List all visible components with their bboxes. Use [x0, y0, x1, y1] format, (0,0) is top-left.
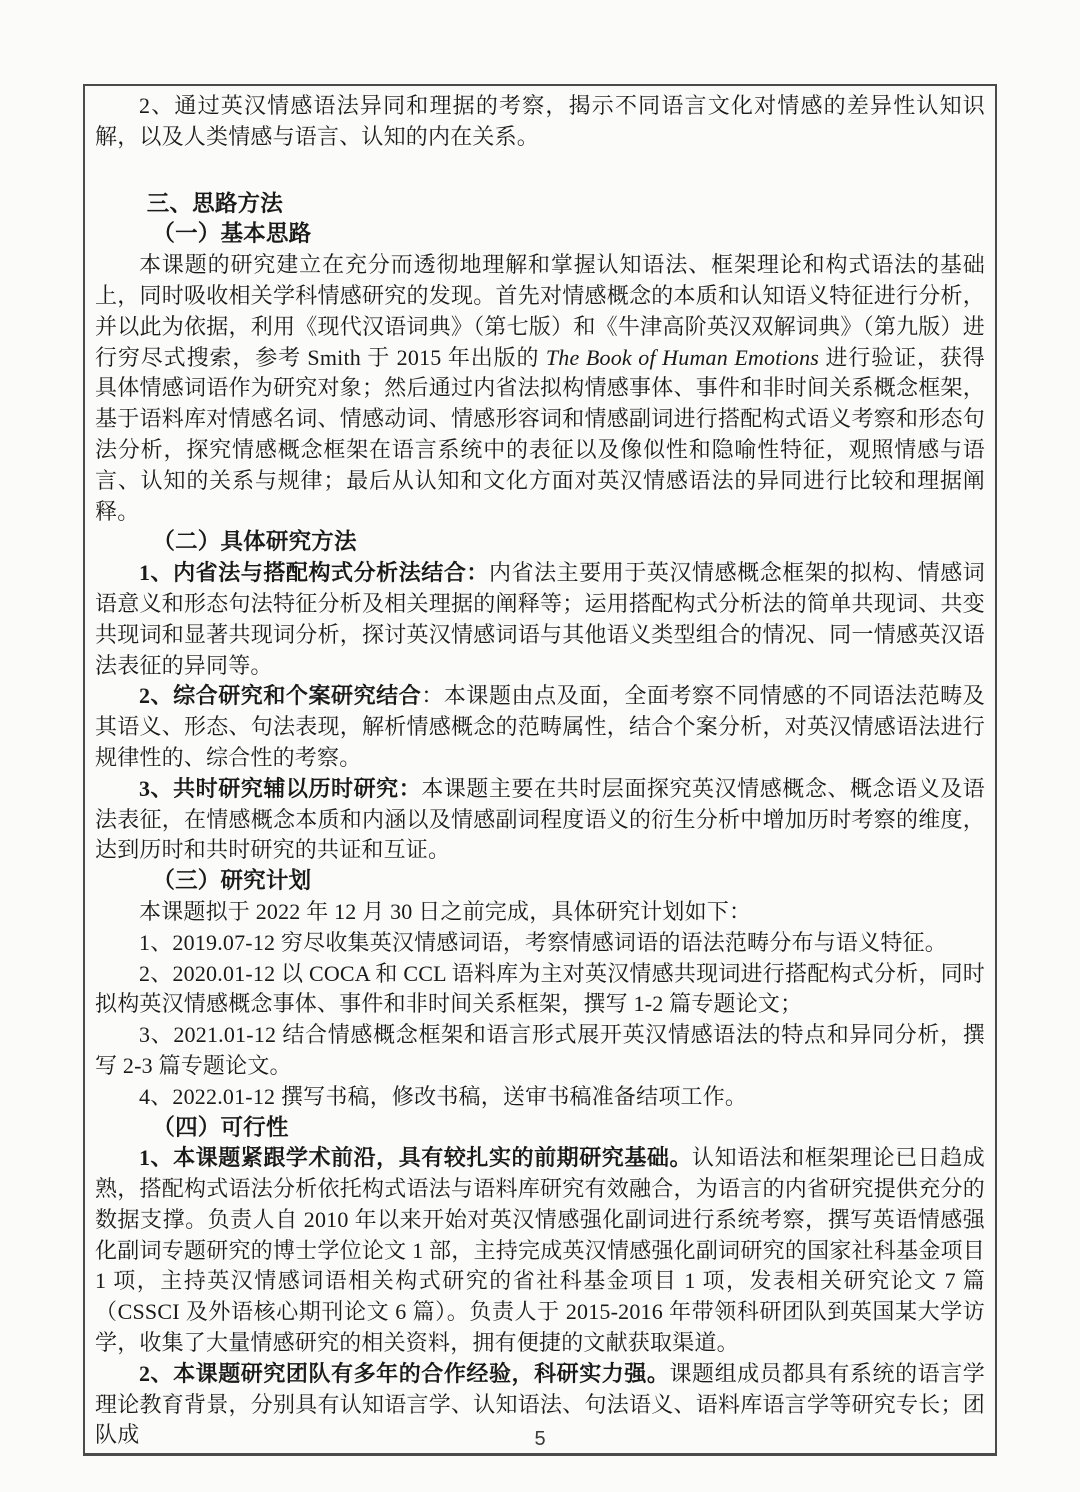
- method-1-title: 1、内省法与搭配构式分析法结合：: [139, 560, 489, 586]
- paragraph-plan-item-2: 2、2020.01-12 以 COCA 和 CCL 语料库为主对英汉情感共现词进行搭配构式分析，同时拟构英汉情感概念事体、事件和非时间关系框架，撰写 1-2 篇专题论文；: [95, 960, 985, 1017]
- text-segment: 进行验证，获得具体情感词语作为研究对象；然后通过内省法拟构情感事体、事件和非时间关系概念框架，基于语料库对情感名词、情感动词、情感形容词和情感副词进行搭配构式语义考察和形态句法分析，探究情感概念框架在语言系统中的表征以及像似性和隐喻性特征，观照情感与语言、认知的关系与规律；最后从认知和文化方面对英汉情感语法的异同进行比较和理据阐释。: [95, 344, 986, 524]
- paragraph-plan-intro: 本课题拟于 2022 年 12 月 30 日之前完成，具体研究计划如下：: [139, 898, 752, 924]
- paragraph-plan-item-4: 4、2022.01-12 撰写书稿，修改书稿，送审书稿准备结项工作。: [139, 1083, 748, 1109]
- paragraph-plan-item-3: 3、2021.01-12 结合情感概念框架和语言形式展开英汉情感语法的特点和异同分析，撰写 2-3 篇专题论文。: [95, 1022, 985, 1078]
- subsection-heading-basic-approach: （一）基本思路: [152, 221, 312, 247]
- method-3-title: 3、共时研究辅以历时研究：: [139, 775, 422, 801]
- form-content-cell: [83, 84, 997, 1456]
- text-segment: 认知语法和框架理论已日趋成熟，搭配构式语法分析依托构式语法与语料库研究有效融合，为语言的内省研究提供充分的数据支撑。负责人自 2010 年以来开始对英汉情感强化副词进行系统考察，撰写英语情感强化副词专题研究的博士学位论文 1 部，主持完成英汉情感强化副词研究的国家社科基金项目 1 项，主持英汉情感词语相关构式研究的省社科基金项目 1 项，发表相关研究论文 7 篇（CSSCI 及外语核心期刊论文 6 篇）。负责人于 2015-2016 年带领科研团队到英国某大学访学，收集了大量情感研究的相关资料，拥有便捷的文献获取渠道。: [95, 1145, 985, 1356]
- subsection-heading-feasibility: （四）可行性: [152, 1114, 289, 1140]
- text-segment: 课题组成员都具有系统的语言学理论教育背景，分别具有认知语言学、认知语法、句法语义、语料库语言学等研究专长；团队成: [95, 1360, 985, 1448]
- feasibility-1-title: 1、本课题紧跟学术前沿，具有较扎实的前期研究基础。: [139, 1145, 693, 1171]
- text-segment: 本课题的研究建立在充分而透彻地理解和掌握认知语法、框架理论和构式语法的基础上，同时吸收相关学科情感研究的发现。首先对情感概念的本质和认知语义特征进行分析，并以此为依据，利用《现代汉语词典》（第七版）和《牛津高阶英汉双解词典》（第九版）进行穷尽式搜索，参考 Smith 于 2015 年出版的: [95, 252, 985, 370]
- paragraph-method-1: [95, 558, 985, 681]
- paragraph-plan-item-1: 1、2019.07-12 穷尽收集英汉情感词语，考察情感词语的语法范畴分布与语义特征。: [139, 929, 947, 955]
- subsection-heading-research-plan: （三）研究计划: [152, 868, 312, 894]
- page-number: 5: [534, 1428, 546, 1450]
- text-segment: 本课题主要在共时层面探究英汉情感概念、概念语义及语法表征，在情感概念本质和内涵以及情感副词程度语义的衍生分析中增加历时考察的维度，达到历时和共时研究的共证和互证。: [95, 775, 985, 863]
- subsection-heading-specific-methods: （二）具体研究方法: [152, 529, 357, 555]
- book-title-text: The Book of Human Emotions: [545, 344, 820, 370]
- paragraph-feasibility-1: [95, 1143, 985, 1359]
- paragraph-method-2: [95, 681, 985, 773]
- text-segment: 内省法主要用于英汉情感概念框架的拟构、情感词语意义和形态句法特征分析及相关理据的阐释等；运用搭配构式分析法的简单共现词、共变共现词和显著共现词分析，探讨英汉情感词语与其他语义类型组合的情况、同一情感英汉语法表征的异同等。: [95, 560, 986, 678]
- text-segment: ：本课题由点及面，全面考察不同情感的不同语法范畴及其语义、形态、句法表现，解析情感概念的范畴属性，结合个案分析，对英汉情感语法进行规律性的、综合性的考察。: [95, 683, 985, 770]
- paragraph-basic-approach: [95, 250, 985, 527]
- section-heading-approach-methods: 三、思路方法: [146, 190, 283, 216]
- method-2-title: 2、综合研究和个案研究结合: [139, 683, 422, 709]
- paragraph-method-3: [95, 774, 985, 866]
- feasibility-2-title: 2、本课题研究团队有多年的合作经验，科研实力强。: [139, 1360, 670, 1386]
- paragraph-goal-2: 2、通过英汉情感语法异同和理据的考察，揭示不同语言文化对情感的差异性认知识解，以及人类情感与语言、认知的内在关系。: [95, 93, 985, 149]
